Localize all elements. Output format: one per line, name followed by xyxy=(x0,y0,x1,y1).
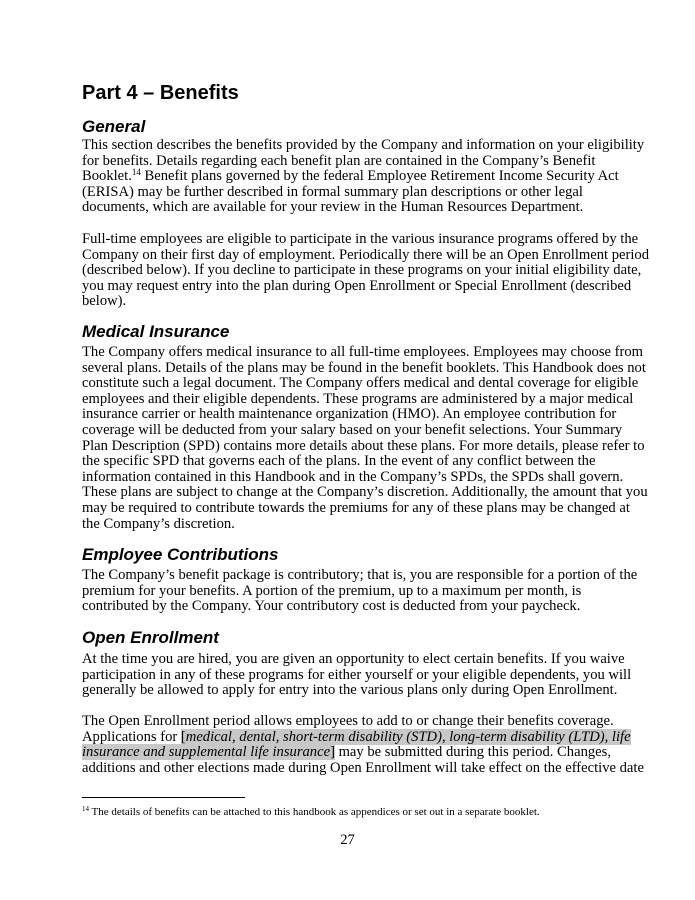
placeholder-bracket-close: ] xyxy=(330,744,335,761)
highlighted-placeholder-text: medical, dental, short-term disability (STD), long-term disability (LTD), life xyxy=(185,728,631,745)
text-line: the specific SPD that governs each of the plans. In the event of any conflict between the xyxy=(82,453,596,470)
text-line: the Company’s discretion. xyxy=(82,515,235,532)
footnote-text: The details of benefits can be attached to this handbook as appendices or set out in a separate booklet. xyxy=(89,806,540,818)
section-heading-employee-contributions: Employee Contributions xyxy=(82,545,279,564)
text-fragment: Booklet. xyxy=(82,168,132,185)
text-line: information contained in this Handbook and in the Company’s SPDs, the SPDs shall govern. xyxy=(82,468,624,485)
text-line: The Company’s benefit package is contributory; that is, you are responsible for a portion of the xyxy=(82,567,638,583)
highlighted-placeholder-text: insurance and supplemental life insurance xyxy=(82,744,331,761)
paragraph-employee-contributions xyxy=(82,567,638,615)
text-line: (described below). If you decline to participate in these programs on your initial eligibility date, xyxy=(82,262,642,279)
text-line: you may request entry into the plan during Open Enrollment or Special Enrollment (described xyxy=(82,277,632,294)
text-line: participation in any of these programs for either yourself or your eligible dependents, you will xyxy=(82,666,632,683)
footnote-reference[interactable]: 14 xyxy=(131,167,141,178)
section-heading-general: General xyxy=(82,117,146,136)
section-heading-open-enrollment: Open Enrollment xyxy=(82,628,219,647)
footnote xyxy=(82,806,540,819)
text-line: This section describes the benefits provided by the Company and information on your eligibility xyxy=(82,137,645,153)
text-line: Plan Description (SPD) contains more details about these plans. For more details, please refer to xyxy=(82,437,645,454)
page-number: 27 xyxy=(340,832,355,848)
paragraph-medical-insurance xyxy=(82,344,648,532)
text-line: may be required to contribute towards the premiums for any of these plans may be changed at xyxy=(82,499,630,516)
text-line: employees and their eligible dependents. These programs are administered by a major medical xyxy=(82,390,634,407)
text-line: The Open Enrollment period allows employees to add to or change their benefits coverage. xyxy=(82,713,614,729)
text-line: Company on their first day of employment. Periodically there will be an Open Enrollment period xyxy=(82,246,649,263)
paragraph-open-enrollment-2 xyxy=(82,713,644,776)
text-line: At the time you are hired, you are given an opportunity to elect certain benefits. If you waive xyxy=(82,651,625,667)
text-fragment: may be submitted during this period. Changes, xyxy=(334,744,611,761)
placeholder-bracket-open: [ xyxy=(180,728,186,745)
footnote-number: 14 xyxy=(82,805,89,813)
text-line: generally be allowed to apply for entry into the various plans only during Open Enrollment. xyxy=(82,682,618,699)
text-line: Full-time employees are eligible to participate in the various insurance programs offered by the xyxy=(82,231,639,247)
text-line xyxy=(82,167,619,185)
text-line: additions and other elections made during Open Enrollment will take effect on the effective date xyxy=(82,759,644,776)
text-line: premium for your benefits. A portion of the premium, up to a maximum per month, is xyxy=(82,582,582,599)
text-line xyxy=(82,728,631,746)
text-line: insurance carrier or health maintenance organization (HMO). An employee contribution for xyxy=(82,406,617,423)
text-line: several plans. Details of the plans may be found in the benefit booklets. This Handbook does not xyxy=(82,359,646,376)
text-line: contributed by the Company. Your contributory cost is deducted from your paycheck. xyxy=(82,598,581,615)
text-fragment: Benefit plans governed by the federal Employee Retirement Income Security Act xyxy=(140,168,619,185)
text-line: constitute such a legal document. The Company offers medical and dental coverage for eligible xyxy=(82,375,639,392)
text-line: The Company offers medical insurance to all full-time employees. Employees may choose from xyxy=(82,344,644,360)
text-line: These plans are subject to change at the Company’s discretion. Additionally, the amount that you xyxy=(82,484,648,501)
text-line: coverage will be deducted from your salary based on your benefit selections. Your Summary xyxy=(82,421,623,438)
text-line: (ERISA) may be further described in formal summary plan descriptions or other legal xyxy=(82,183,583,200)
section-heading-medical-insurance: Medical Insurance xyxy=(82,322,230,341)
text-line: below). xyxy=(82,293,127,310)
footnote-separator xyxy=(82,797,245,798)
paragraph-general-1 xyxy=(82,137,645,216)
text-fragment: Applications for xyxy=(82,728,181,745)
paragraph-open-enrollment-1 xyxy=(82,651,632,699)
text-line: for benefits. Details regarding each benefit plan are contained in the Company’s Benefit xyxy=(82,152,596,169)
text-line xyxy=(82,745,612,761)
text-line: documents, which are available for your review in the Human Resources Department. xyxy=(82,199,584,216)
paragraph-general-2 xyxy=(82,231,649,310)
page-title: Part 4 – Benefits xyxy=(82,82,239,104)
